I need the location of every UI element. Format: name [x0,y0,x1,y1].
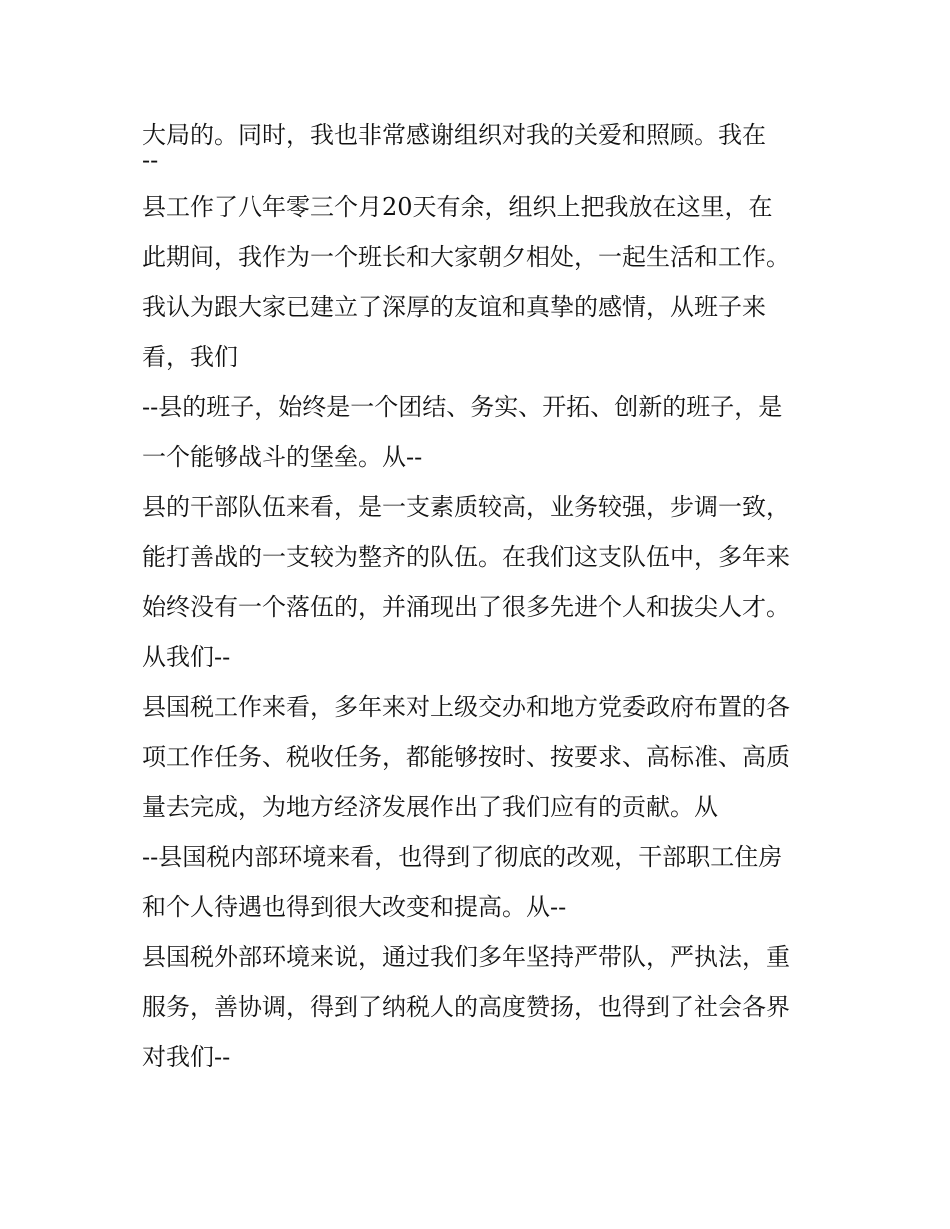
text-line: 县的干部队伍来看，是一支素质较高，业务较强，步调一致， [142,493,790,521]
text-line: 此期间，我作为一个班长和大家朝夕相处，一起生活和工作。 [142,243,790,271]
text-line: 大局的。同时，我也非常感谢组织对我的关爱和照顾。我在 [142,121,766,149]
text-line: 始终没有一个落伍的，并涌现出了很多先进个人和拔尖人才。 [142,593,790,621]
text-line: 看，我们 [142,343,238,371]
text-line: 县工作了八年零三个月20天有余，组织上把我放在这里，在 [142,193,773,221]
text-line: 项工作任务、税收任务，都能够按时、按要求、高标准、高质 [142,743,790,771]
text-line: 量去完成，为地方经济发展作出了我们应有的贡献。从 [142,793,718,821]
text-line: --县国税内部环境来看，也得到了彻底的改观，干部职工住房 [142,843,783,871]
text-line: 和个人待遇也得到很大改变和提高。从-- [142,893,567,921]
text-line: 从我们-- [142,643,231,671]
text-line: 县国税外部环境来说，通过我们多年坚持严带队，严执法，重 [142,943,790,971]
text-line: -- [142,146,159,174]
text-line: --县的班子，始终是一个团结、务实、开拓、创新的班子，是 [142,393,783,421]
text-line: 县国税工作来看，多年来对上级交办和地方党委政府布置的各 [142,693,790,721]
text-line: 能打善战的一支较为整齐的队伍。在我们这支队伍中，多年来 [142,543,790,571]
body-text [142,110,842,1082]
text-line: 我认为跟大家已建立了深厚的友谊和真挚的感情，从班子来 [142,293,766,321]
text-line: 对我们-- [142,1043,231,1071]
text-line: 服务，善协调，得到了纳税人的高度赞扬，也得到了社会各界 [142,993,790,1021]
text-line: 一个能够战斗的堡垒。从-- [142,443,423,471]
